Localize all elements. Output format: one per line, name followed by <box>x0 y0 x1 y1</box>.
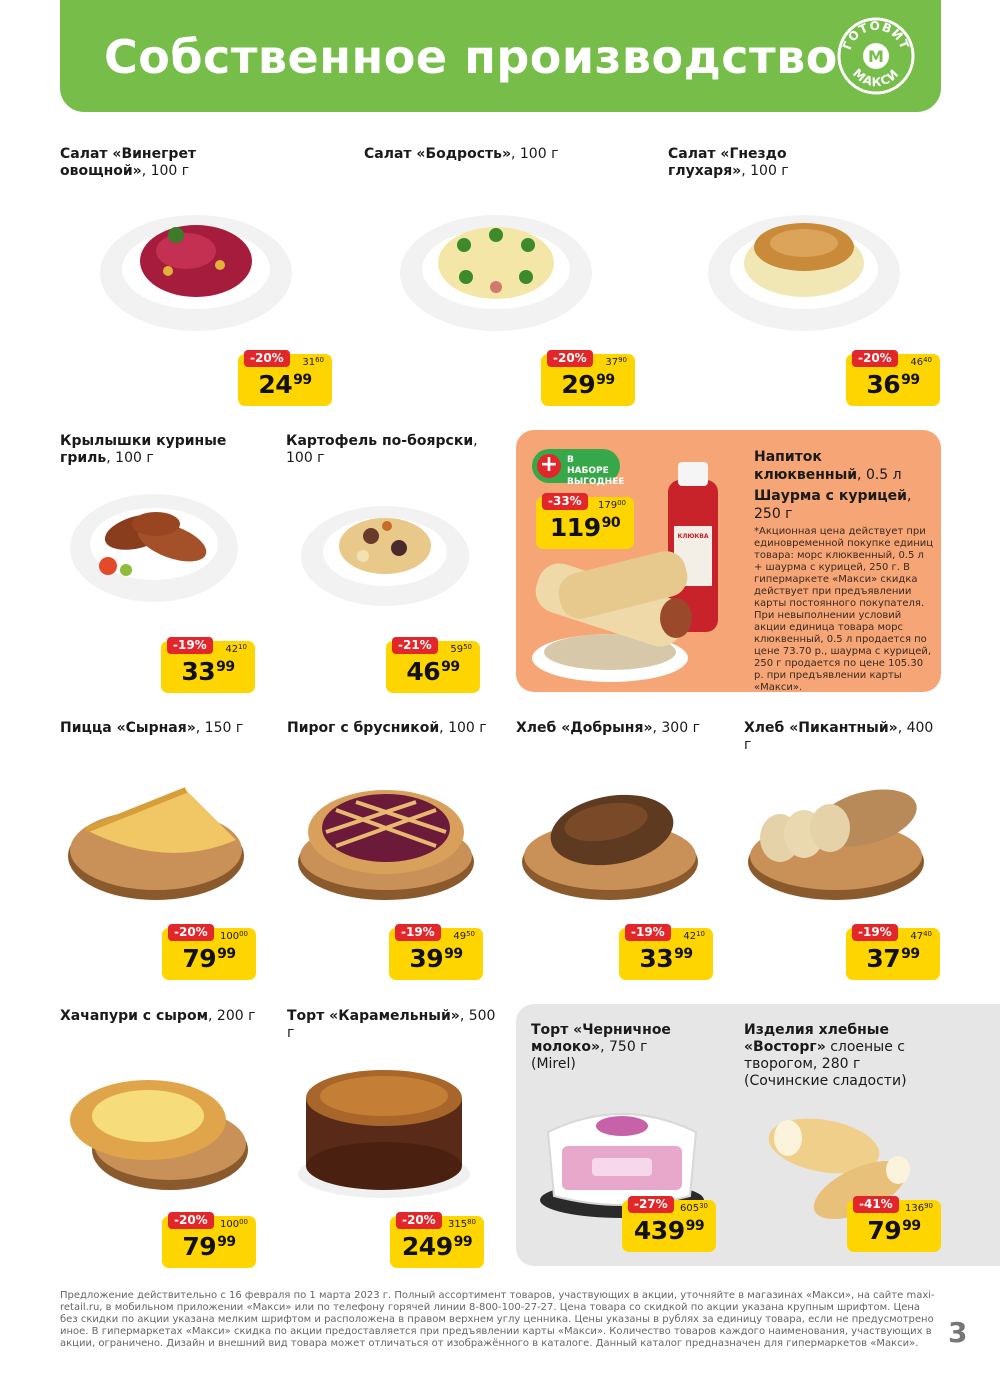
new-price: $79^{99}$ <box>867 1216 921 1245</box>
price-tag <box>162 1213 256 1268</box>
gnezdo-salad-image <box>706 205 906 335</box>
new-price: $37^{99}$ <box>866 944 920 973</box>
new-price: $79^{99}$ <box>182 1232 236 1261</box>
old-price: $42^{10}$ <box>225 643 247 655</box>
price-tag <box>846 925 940 980</box>
shawarma-and-drink-image <box>528 442 750 688</box>
discount-badge: -33% <box>542 493 588 510</box>
dobrynya-bread-image <box>520 780 702 904</box>
discount-badge: -20% <box>244 350 290 367</box>
page-title: Собственное производство <box>104 30 838 84</box>
old-price: $605^{30}$ <box>679 1202 708 1214</box>
old-price: $136^{90}$ <box>904 1202 933 1214</box>
combo-promo-panel <box>516 430 941 692</box>
discount-badge: -21% <box>392 637 438 654</box>
header-banner <box>60 0 941 112</box>
discount-badge: -19% <box>625 924 671 941</box>
discount-badge: -20% <box>168 1212 214 1229</box>
old-price: $46^{40}$ <box>910 356 932 368</box>
new-price: $36^{99}$ <box>866 370 920 399</box>
logo-text-bottom: МАКСИ <box>850 66 902 90</box>
discount-badge: -19% <box>395 924 441 941</box>
gotovit-maxi-logo <box>836 16 916 96</box>
old-price: $59^{50}$ <box>450 643 472 655</box>
product-name: Изделия хлебные «Восторг» слоеные с творогом, 280 г (Сочинские сладости) <box>744 1022 907 1089</box>
price-tag <box>390 1213 484 1268</box>
discount-badge: -20% <box>168 924 214 941</box>
new-price: $33^{99}$ <box>181 657 235 686</box>
bottle-label: КЛЮКВА <box>677 533 709 540</box>
combo-badge: + В НАБОРЕ ВЫГОДНЕЕ <box>532 449 620 483</box>
price-tag <box>161 638 255 693</box>
old-price: $47^{40}$ <box>910 930 932 942</box>
product-name: Торт «Карамельный», 500 г <box>287 1008 496 1041</box>
chicken-wings-image <box>68 488 240 606</box>
discount-badge: -19% <box>167 637 213 654</box>
old-price: $315^{80}$ <box>447 1218 476 1230</box>
price-tag <box>389 925 483 980</box>
price-tag <box>238 351 332 406</box>
new-price: $29^{99}$ <box>561 370 615 399</box>
legal-disclaimer: Предложение действительно с 16 февраля по 1 марта 2023 г. Полный ассортимент товаров, участвующих в акции, уточняйте в магазинах «Макси», на сайте maxi-retail.ru, в мобильном приложении «Макси» или по телефону горячей линии 8-800-100-27-27. Цена товара со скидкой по акции указана крупным шрифтом. Цена без скидки по акции указана мелким шрифтом и расположена в правом верхнем углу ценника. Цены указаны в рублях за единицу товара, если не предусмотрено иное. В гипермаркетах «Макси» скидка по акции предоставляется при предъявлении карты «Макси». Количество товаров каждого наименования, участвующих в акции, ограничено. Дизайн и внешний вид товара может отличаться от изображённого в каталоге. Данный каталог предназначен для гипермаркетов «Макси». <box>60 1290 935 1349</box>
old-price: $49^{50}$ <box>453 930 475 942</box>
old-price: $42^{10}$ <box>683 930 705 942</box>
product-name: Хлеб «Пикантный», 400 г <box>744 720 934 753</box>
new-price: $46^{99}$ <box>406 657 460 686</box>
old-price: $179^{00}$ <box>597 499 626 511</box>
new-price: $249^{99}$ <box>401 1232 473 1261</box>
partner-products-panel <box>516 1004 1000 1266</box>
price-tag <box>622 1197 716 1252</box>
price-tag <box>619 925 713 980</box>
product-name: Пирог с брусникой, 100 г <box>287 720 487 736</box>
cheese-pizza-image <box>66 780 248 904</box>
product-name: Пицца «Сырная», 150 г <box>60 720 244 736</box>
svg-text:МАКСИ <box>850 66 902 89</box>
new-price: $439^{99}$ <box>633 1216 705 1245</box>
product-name: Картофель по-боярски, 100 г <box>286 433 478 466</box>
product-name: Салат «Винегрет овощной», 100 г <box>60 146 197 179</box>
new-price: $33^{99}$ <box>639 944 693 973</box>
new-price: $39^{99}$ <box>409 944 463 973</box>
potato-boyarski-image <box>299 500 471 608</box>
old-price: $100^{00}$ <box>219 1218 248 1230</box>
logo-text-top: ГОТОВИТ <box>839 18 913 52</box>
discount-badge: -20% <box>852 350 898 367</box>
caramel-cake-image <box>296 1056 476 1202</box>
discount-badge: -19% <box>852 924 898 941</box>
plus-icon: + <box>537 454 561 478</box>
price-tag <box>386 638 480 693</box>
promo-conditions-note: *Акционная цена действует при единовременной покупке единиц товара: морс клюквенный, 0.5 л + шаурма с курицей, 250 г. В гипермаркете «Макси» скидка действует при предъявлении карты постоянного покупателя. При невыполнении условий акции единица товара морс клюквенный, 0.5 л продается по цене 73.70 р., шаурма с курицей, 250 г продается по цене 105.30 р. при предъявлении карты «Макси». <box>754 526 934 693</box>
promo-item-shawarma: Шаурма с курицей, 250 г <box>754 488 912 522</box>
discount-badge: -27% <box>628 1196 674 1213</box>
khachapuri-image <box>66 1064 250 1194</box>
product-name: Хачапури с сыром, 200 г <box>60 1008 256 1024</box>
promo-item-drink: Напиток клюквенный, 0.5 л <box>754 449 902 483</box>
old-price: $100^{00}$ <box>219 930 248 942</box>
logo-mark: M <box>868 47 884 66</box>
product-name: Торт «Черничное молоко», 750 г (Mirel) <box>531 1022 671 1072</box>
new-price: $119^{90}$ <box>549 513 621 542</box>
product-name: Крылышки куриные гриль, 100 г <box>60 433 227 466</box>
new-price: $24^{99}$ <box>258 370 312 399</box>
old-price: $37^{90}$ <box>605 356 627 368</box>
vinegret-salad-image <box>98 205 298 335</box>
old-price: $31^{60}$ <box>302 356 324 368</box>
price-tag <box>847 1197 941 1252</box>
pikantny-bread-image <box>746 780 928 904</box>
price-tag <box>846 351 940 406</box>
price-tag <box>541 351 635 406</box>
page-number: 3 <box>948 1316 968 1349</box>
discount-badge: -20% <box>547 350 593 367</box>
price-tag <box>162 925 256 980</box>
product-name: Салат «Гнездо глухаря», 100 г <box>668 146 789 179</box>
product-name: Хлеб «Добрыня», 300 г <box>516 720 700 736</box>
bodrost-salad-image <box>398 205 598 335</box>
discount-badge: -20% <box>396 1212 442 1229</box>
product-name: Салат «Бодрость», 100 г <box>364 146 559 162</box>
lingonberry-pie-image <box>296 780 478 904</box>
discount-badge: -41% <box>853 1196 899 1213</box>
new-price: $79^{99}$ <box>182 944 236 973</box>
